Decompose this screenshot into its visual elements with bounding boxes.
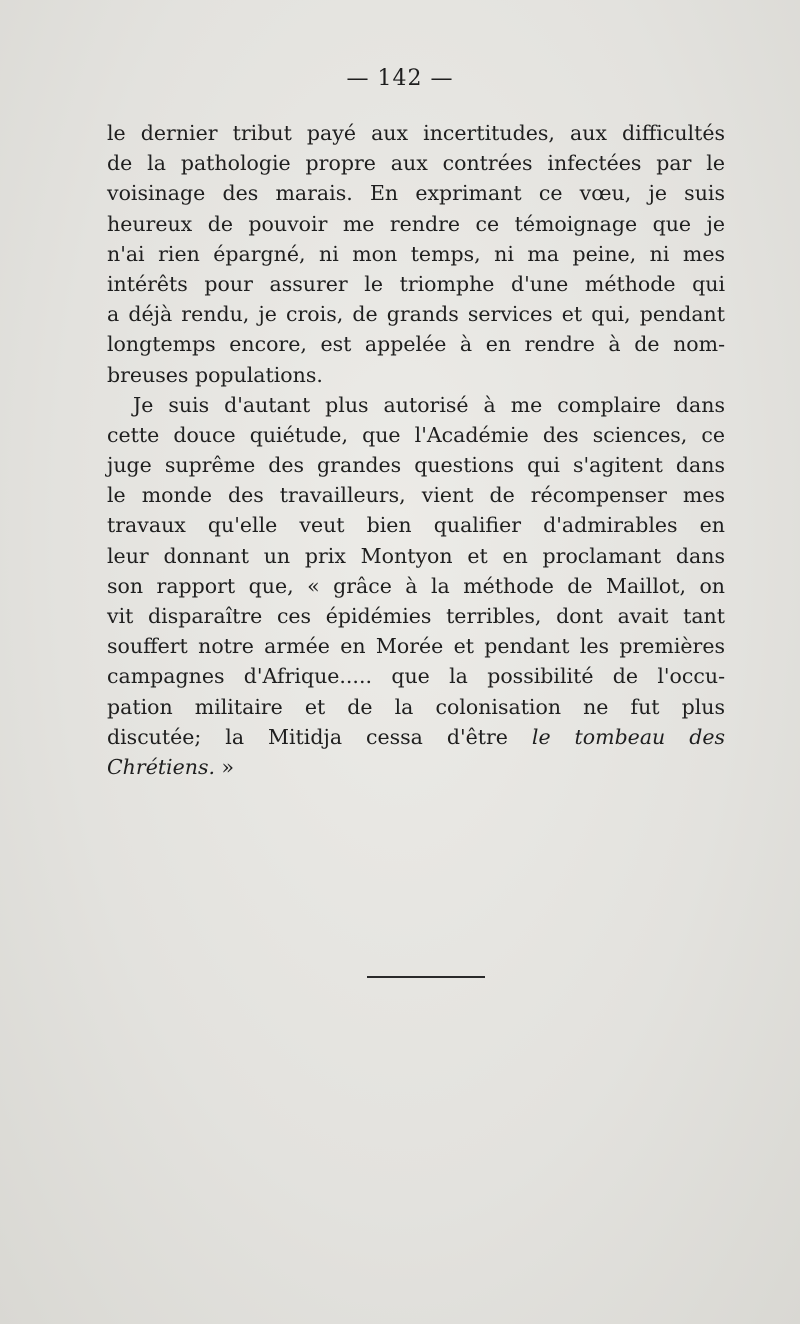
text-line: pation militaire et de la colonisation ne fut plus bbox=[107, 694, 725, 719]
page-number: — 142 — bbox=[346, 66, 454, 91]
text-line: voisinage des marais. En exprimant ce vœu, je suis bbox=[107, 181, 725, 206]
text-line: longtemps encore, est appelée à en rendre à de nom- bbox=[107, 332, 725, 357]
text-line: n'ai rien épargné, ni mon temps, ni ma peine, ni mes bbox=[107, 241, 725, 266]
text-line bbox=[107, 722, 725, 752]
text-line: son rapport que, « grâce à la méthode de Maillot, on bbox=[107, 573, 725, 598]
text-line: juge suprême des grandes questions qui s'agitent dans bbox=[107, 453, 725, 478]
text-segment: discutée; la Mitidja cessa d'être bbox=[107, 724, 508, 749]
text-line: breuses populations. bbox=[107, 362, 323, 387]
text-line: le monde des travailleurs, vient de récompenser mes bbox=[107, 483, 725, 508]
text-line: a déjà rendu, je crois, de grands services et qui, pendant bbox=[107, 302, 725, 327]
text-line: de la pathologie propre aux contrées infectées par le bbox=[107, 151, 725, 176]
text-line: le dernier tribut payé aux incertitudes, aux difficultés bbox=[107, 121, 725, 145]
text-line bbox=[107, 752, 725, 782]
text-line: Je suis d'autant plus autorisé à me complaire dans bbox=[133, 392, 725, 417]
text-line: travaux qu'elle veut bien qualifier d'admirables en bbox=[107, 513, 725, 538]
italic-text: Chrétiens. bbox=[107, 754, 215, 779]
text-line: heureux de pouvoir me rendre ce témoignage que je bbox=[107, 211, 725, 236]
text-line: souffert notre armée en Morée et pendant les premières bbox=[107, 634, 725, 659]
text-line: campagnes d'Afrique..... que la possibilité de l'occu- bbox=[107, 664, 725, 689]
text-line: intérêts pour assurer le triomphe d'une méthode qui bbox=[107, 271, 725, 296]
end-rule bbox=[367, 976, 485, 978]
text-line: cette douce quiétude, que l'Académie des sciences, ce bbox=[107, 422, 725, 447]
text-line: leur donnant un prix Montyon et en proclamant dans bbox=[107, 543, 725, 568]
text-segment: » bbox=[215, 754, 235, 779]
text-line: vit disparaître ces épidémies terribles, dont avait tant bbox=[107, 604, 725, 628]
body-text bbox=[107, 118, 725, 782]
italic-text: le tombeau des bbox=[531, 724, 725, 749]
